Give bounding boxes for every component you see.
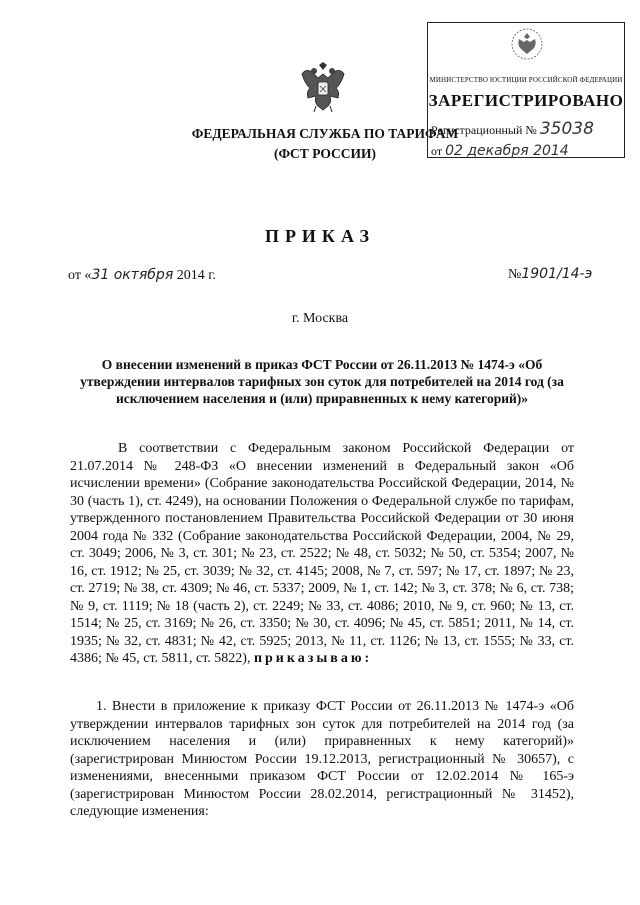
stamp-reg-label: Регистрационный № [431, 123, 537, 137]
paragraph-preamble [70, 440, 574, 668]
agency-line2: (ФСТ РОССИИ) [273, 146, 377, 161]
city: г. Москва [291, 311, 349, 326]
stamp-ministry: МИНИСТЕРСТВО ЮСТИЦИИ РОССИЙСКОЙ ФЕДЕРАЦИИ [429, 76, 623, 84]
preamble-text: В соответствии с Федеральным законом Российской Федерации от 21.07.2014 № 248-ФЗ «О внесении изменений в Федеральный закон «Об исчислении времени» (Собрание законодательства Российской Федерации, 2014, № 30 (часть 1), ст. 4249), на основании Положения о Федеральной службе по тарифам, утвержденного постановлением Правительства Российской Федерации от 30 июня 2004 года № 332 (Собрание законодательства Российской Федерации, 2004, № 29, ст. 3049; 2006, № 3, ст. 301; № 23, ст. 2522; № 48, ст. 5032; № 50, ст. 5354; 2007, № 16, ст. 1912; № 25, ст. 3039; № 32, ст. 4145; 2008, № 7, ст. 597; № 17, ст. 1897; № 23, ст. 2719; № 38, ст. 4309; № 46, ст. 5337; 2009, № 1, ст. 142; № 3, ст. 378; № 6, ст. 738; № 9, ст. 1119; № 18 (часть 2), ст. 2249; № 33, ст. 4086; 2010, № 9, ст. 960; № 13, ст. 1514; № 25, ст. 3169; № 26, ст. 3350; № 30, ст. 4096; № 45, ст. 5851; 2011, № 14, ст. 1935; № 32, ст. 4831; № 42, ст. 5925; 2013, № 11, ст. 1126; № 13, ст. 1555; № 33, ст. 4386; № 45, ст. 5811, ст. 5822), [70, 441, 574, 666]
stamp-registration-line [431, 119, 594, 139]
stamp-reg-date: 02 декабря 2014 [445, 143, 569, 159]
order-date-prefix: от « [68, 268, 92, 283]
order-number-prefix: № [508, 267, 522, 282]
stamp-date-label: от [431, 144, 443, 158]
order-date [68, 267, 216, 284]
stamp-reg-number: 35038 [539, 119, 594, 139]
order-number [508, 266, 592, 283]
registration-stamp [427, 22, 625, 158]
document-title: ПРИКАЗ [264, 226, 376, 246]
stamp-date-line [431, 143, 569, 159]
order-word: приказываю: [253, 651, 373, 666]
small-emblem-icon [509, 27, 545, 61]
paragraph-item-1: 1. Внести в приложение к приказу ФСТ России от 26.11.2013 № 1474-э «Об утверждении интервалов тарифных зон суток для потребителей на 2014 год (за исключением населения и (или) приравненных к нему категорий)» (зарегистрирован Минюстом России 19.12.2013, регистрационный № 30657), с изменениями, внесенными приказом ФСТ России от 12.02.2014 № 165-э (зарегистрирован Минюстом России 28.02.2014, регистрационный № 31452), следующие изменения: [70, 699, 574, 819]
order-date-handwritten: 31 октября [91, 267, 174, 283]
agency-name [190, 124, 460, 164]
stamp-registered: ЗАРЕГИСТРИРОВАНО [428, 91, 624, 110]
order-number-handwritten: 1901/14-э [521, 266, 593, 282]
agency-line1: ФЕДЕРАЛЬНАЯ СЛУЖБА ПО ТАРИФАМ [191, 126, 459, 141]
order-date-suffix: 2014 г. [173, 268, 216, 283]
order-heading: О внесении изменений в приказ ФСТ России от 26.11.2013 № 1474-э «Об утверждении интервалов тарифных зон суток для потребителей на 2014 год (за исключением населения и (или) приравненных к нему категорий)» [80, 357, 564, 406]
coat-of-arms-emblem [300, 62, 346, 114]
